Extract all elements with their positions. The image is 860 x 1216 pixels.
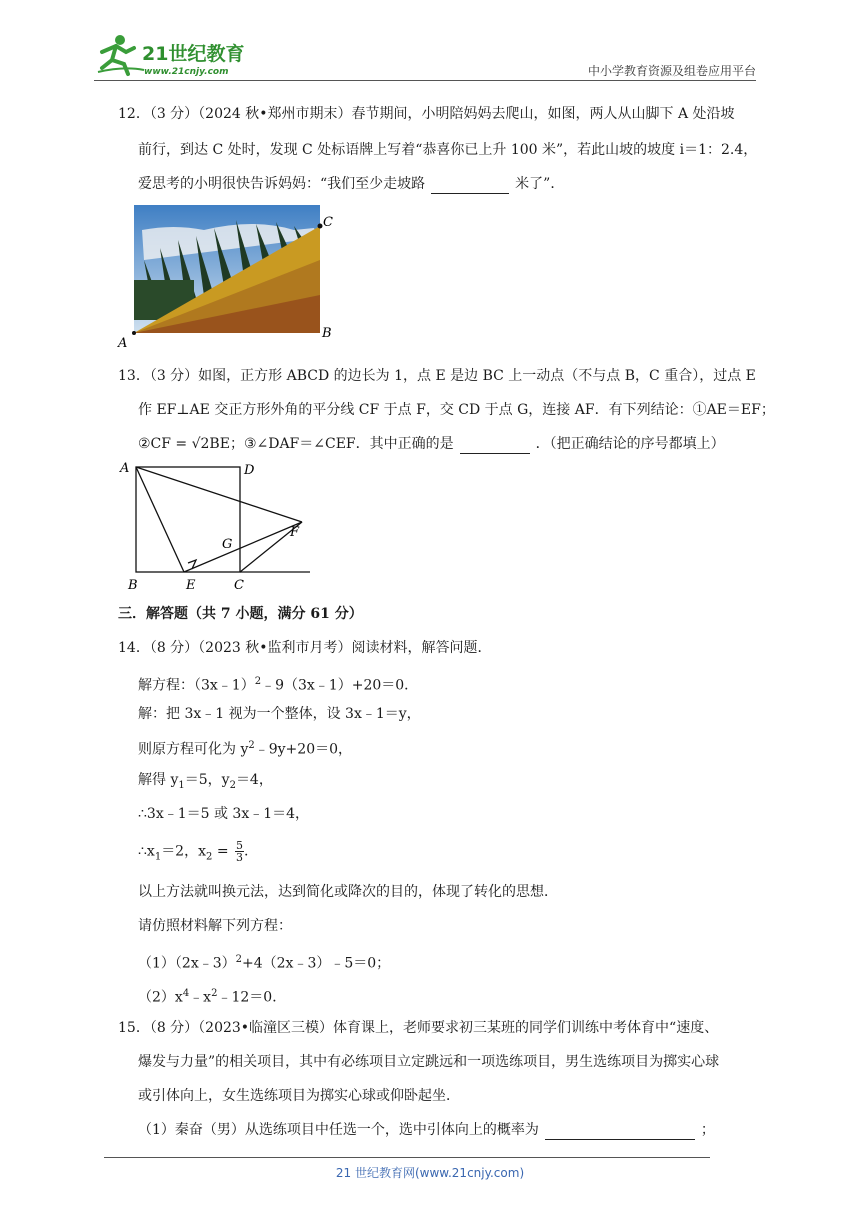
- q13-line3-end: ．（把正确结论的序号都填上）: [535, 436, 725, 452]
- label-G: G: [222, 537, 233, 552]
- logo-url: www.21cnjy.com: [144, 67, 229, 77]
- label-F: F: [290, 525, 300, 540]
- q15-line4: （1）秦奋（男）从选练项目中任选一个，选中引体向上的概率为 ；: [138, 1122, 715, 1138]
- square-abcd: [136, 467, 240, 572]
- q14-part1: （1）（2x﹣3）$^2$+4（2x﹣3）﹣5＝0；: [138, 954, 391, 972]
- q13-line2: 作 EF⊥AE 交正方形外角的平分线 CF 于点 F，交 CD 于点 G，连接 AF．有下列结论：①AE＝EF；: [138, 402, 775, 418]
- fraction-5-3: $\frac{5}{3}$: [236, 839, 244, 864]
- footer-link[interactable]: 21 世纪教育网(www.21cnjy.com): [335, 1166, 525, 1180]
- q12-slope-figure: [114, 200, 344, 352]
- header-platform-text: 中小学教育资源及组卷应用平台: [587, 64, 756, 78]
- segment-af: [136, 467, 302, 522]
- q14-sol2: 则原方程可化为 $y^2﹣9y+20=0$，: [138, 740, 353, 758]
- label-B: B: [128, 578, 138, 593]
- q13-line3: [138, 434, 725, 454]
- logo-text: 21世纪教育: [142, 43, 245, 65]
- q13-line3-text: ②CF = √2BE；③∠DAF＝∠CEF．其中正确的是: [138, 436, 454, 452]
- site-logo: [94, 30, 259, 78]
- q15-line1: 15．（8 分）（2023•临潼区三模）体育课上，老师要求初三某班的同学们训练中考体育中“速度、: [118, 1020, 719, 1036]
- point-c: [318, 224, 323, 229]
- point-a: [132, 331, 136, 335]
- q12-line3-end: 米了”．: [515, 176, 565, 192]
- q13-answer-blank[interactable]: [460, 439, 530, 454]
- q12-line3-text: 爱思考的小明很快告诉妈妈：“我们至少走坡路: [138, 176, 426, 192]
- q12-line3: [138, 174, 564, 194]
- q15-line3: 或引体向上，女生选练项目为掷实心球或仰卧起坐．: [138, 1088, 460, 1104]
- q14-sol4: ∴3x﹣1＝5 或 3x﹣1＝4，: [138, 806, 310, 822]
- q14-task: 请仿照材料解下列方程：: [138, 918, 292, 934]
- label-b: B: [322, 326, 332, 341]
- q13-square-figure: [114, 456, 324, 596]
- q13-line1: 13．（3 分）如图，正方形 ABCD 的边长为 1，点 E 是边 BC 上一动点（不与点 B，C 重合），过点 E: [118, 368, 756, 384]
- header-divider: [94, 80, 756, 81]
- segment-ef: [184, 522, 302, 572]
- label-D: D: [244, 463, 255, 478]
- label-a: A: [118, 336, 128, 351]
- q14-sol5: $\therefore x_1=2$，$x_2$ = $\frac{5}{3}$ .: [138, 839, 249, 864]
- label-A: A: [120, 461, 130, 476]
- label-c: C: [323, 215, 333, 230]
- q14-sol3: 解得 $y_1=5$，$y_2=4$，: [138, 772, 273, 791]
- runner-icon: [98, 35, 144, 74]
- q14-sol1: 解：把 3x﹣1 视为一个整体，设 3x﹣1＝y，: [138, 706, 421, 722]
- q15-answer-blank[interactable]: [545, 1125, 695, 1140]
- section3-title: 三．解答题（共 7 小题，满分 61 分）: [118, 606, 363, 622]
- label-E: E: [186, 578, 196, 593]
- label-C: C: [234, 578, 244, 593]
- q15-line2: 爆发与力量”的相关项目，其中有必练项目立定跳远和一项选练项目，男生选练项目为掷实心球: [138, 1054, 720, 1070]
- q14-note: 以上方法就叫换元法，达到简化或降次的目的，体现了转化的思想．: [138, 884, 558, 900]
- segment-ae: [136, 467, 184, 572]
- q12-line2: 前行，到达 C 处时，发现 C 处标语牌上写着“恭喜你已上升 100 米”，若此山坡的坡度 i＝1：2.4，: [138, 142, 758, 158]
- q12-answer-blank[interactable]: [431, 179, 509, 194]
- q14-line1: 14．（8 分）（2023 秋•监利市月考）阅读材料，解答问题．: [118, 640, 492, 656]
- q14-part2: $(2)x^4﹣x^2﹣12=0$．: [138, 988, 287, 1006]
- q12-line1: 12．（3 分）（2024 秋•郑州市期末）春节期间，小明陪妈妈去爬山，如图，两人从山脚下 A 处沿坡: [118, 106, 735, 122]
- footer-divider: [104, 1157, 710, 1158]
- q14-equation: 解方程：（3x﹣1）$^2$﹣9（3x﹣1）+20＝0．: [138, 676, 419, 694]
